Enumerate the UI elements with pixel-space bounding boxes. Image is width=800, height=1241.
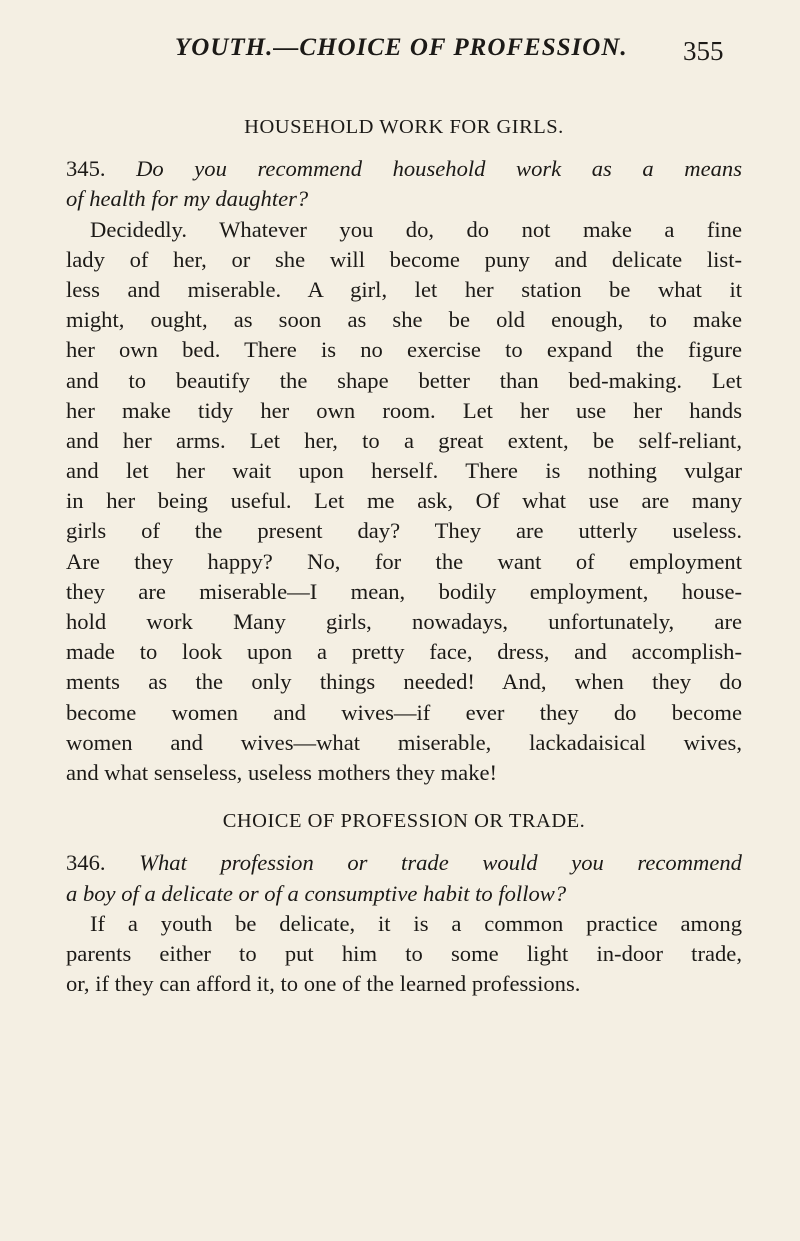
answer-line: girls of the present day? They are utterly useless. [66,518,742,544]
answer-line: parents either to put him to some light in-door trade, [66,940,742,966]
answer-line: and let her wait upon herself. There is nothing vulgar [66,458,742,484]
section-heading-household-work: HOUSEHOLD WORK FOR GIRLS. [244,116,564,138]
question-text: What profession or trade would you recommend [139,850,742,876]
question-line: a boy of a delicate or of a consumptive habit to follow? [66,880,567,906]
answer-line: made to look upon a pretty face, dress, and accomplish- [66,639,742,665]
answer-line: lady of her, or she will become puny and delicate list- [66,246,742,272]
answer-line: less and miserable. A girl, let her station be what it [66,276,742,302]
answer-line: women and wives—what miserable, lackadaisical wives, [66,729,742,755]
answer-line: they are miserable—I mean, bodily employment, house- [66,578,742,604]
running-head: YOUTH.—CHOICE OF PROFESSION. [175,34,628,61]
answer-line: and her arms. Let her, to a great extent, be self-reliant, [66,427,742,453]
answer-line: ments as the only things needed! And, when they do [66,669,742,695]
answer-line: might, ought, as soon as she be old enough, to make [66,307,742,333]
question-number: 346. [66,850,106,876]
answer-line: and what senseless, useless mothers they make! [66,759,498,785]
page-number: 355 [683,36,724,66]
answer-line: or, if they can afford it, to one of the learned professions. [66,971,581,997]
question-number: 345. [66,156,106,182]
section-heading-choice-of-profession: CHOICE OF PROFESSION OR TRADE. [222,810,586,833]
answer-line: hold work Many girls, nowadays, unfortunately, are [66,609,742,635]
answer-line: her make tidy her own room. Let her use her hands [66,397,742,423]
question-text: Do you recommend household work as a means [136,156,742,182]
page-body [66,112,742,999]
question-line [66,848,742,878]
answer-line: Are they happy? No, for the want of employment [66,548,742,574]
answer-line: Decidedly. Whatever you do, do not make a fine [90,216,742,242]
answer-line: If a youth be delicate, it is a common practice among [90,910,742,936]
question-line: of health for my daughter? [66,186,309,212]
answer-line: and to beautify the shape better than bed-making. Let [66,367,742,393]
question-line [66,154,742,184]
answer-line: her own bed. There is no exercise to expand the figure [66,337,742,363]
answer-line: in her being useful. Let me ask, Of what use are many [66,488,742,514]
answer-line: become women and wives—if ever they do become [66,699,742,725]
